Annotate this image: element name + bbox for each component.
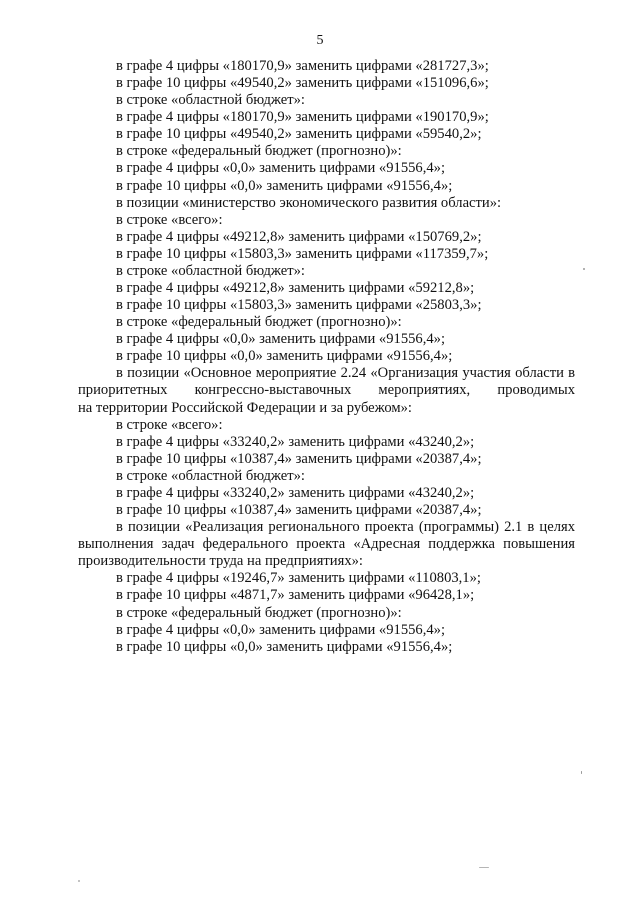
block-e: [78, 570, 575, 655]
text-line: в строке «областной бюджет»:: [116, 92, 305, 109]
document-body: [78, 58, 575, 656]
text-line: в графе 10 цифры «10387,4» заменить цифрами «20387,4»;: [116, 502, 482, 519]
block-c: [78, 417, 575, 519]
text-line: в строке «всего»:: [116, 211, 223, 228]
text-line: в графе 4 цифры «49212,8» заменить цифрами «150769,2»;: [116, 228, 482, 245]
block-a: [78, 58, 575, 365]
text-line: в графе 10 цифры «15803,3» заменить цифрами «117359,7»;: [116, 245, 489, 262]
paragraph-line: в позиции «Реализация регионального проекта (программы) 2.1 в целях: [116, 519, 575, 536]
text-line: в позиции «министерство экономического развития области»:: [116, 194, 502, 211]
text-line: в графе 4 цифры «33240,2» заменить цифрами «43240,2»;: [116, 484, 475, 501]
text-line: в графе 10 цифры «0,0» заменить цифрами «91556,4»;: [116, 177, 453, 194]
text-line: в графе 4 цифры «33240,2» заменить цифрами «43240,2»;: [116, 433, 475, 450]
text-line: в строке «областной бюджет»:: [116, 262, 305, 279]
scan-speck: [583, 268, 585, 270]
text-line: в графе 4 цифры «49212,8» заменить цифрами «59212,8»;: [116, 280, 475, 297]
text-line: в графе 4 цифры «0,0» заменить цифрами «91556,4»;: [116, 160, 446, 177]
scan-speck: [581, 771, 582, 774]
text-line: в графе 4 цифры «0,0» заменить цифрами «91556,4»;: [116, 331, 446, 348]
scan-speck: [479, 867, 489, 868]
text-line: в строке «всего»:: [116, 416, 223, 433]
text-line: в графе 10 цифры «0,0» заменить цифрами «91556,4»;: [116, 638, 453, 655]
text-line: в графе 4 цифры «19246,7» заменить цифрами «110803,1»;: [116, 570, 481, 587]
paragraph-line: в позиции «Основное мероприятие 2.24 «Организация участия области в приоритетных конгрессно-выставочных мероприятиях, проводимых: [78, 365, 575, 399]
paragraph-line: производительности труда на предприятиях»:: [78, 553, 363, 570]
text-line: в графе 10 цифры «10387,4» заменить цифрами «20387,4»;: [116, 450, 482, 467]
text-line: в графе 4 цифры «180170,9» заменить цифрами «190170,9»;: [116, 109, 489, 126]
text-line: в строке «федеральный бюджет (прогнозно)»:: [116, 604, 402, 621]
text-line: в графе 10 цифры «15803,3» заменить цифрами «25803,3»;: [116, 297, 482, 314]
text-line: в строке «федеральный бюджет (прогнозно)»:: [116, 143, 402, 160]
text-line: в графе 10 цифры «49540,2» заменить цифрами «59540,2»;: [116, 126, 482, 143]
text-line: в графе 10 цифры «4871,7» заменить цифрами «96428,1»;: [116, 587, 475, 604]
paragraph-line: выполнения задач федерального проекта «Адресная поддержка повышения: [78, 536, 575, 553]
text-line: в графе 4 цифры «0,0» заменить цифрами «91556,4»;: [116, 621, 446, 638]
text-line: в строке «федеральный бюджет (прогнозно)»:: [116, 314, 402, 331]
text-line: в графе 4 цифры «180170,9» заменить цифрами «281727,3»;: [116, 58, 489, 74]
text-line: в графе 10 цифры «0,0» заменить цифрами «91556,4»;: [116, 348, 453, 365]
paragraph-line: на территории Российской Федерации и за рубежом»:: [78, 399, 412, 416]
page-number: 5: [316, 33, 324, 48]
scan-speck: [78, 880, 80, 882]
text-line: в строке «областной бюджет»:: [116, 467, 305, 484]
text-line: в графе 10 цифры «49540,2» заменить цифрами «151096,6»;: [116, 75, 489, 92]
